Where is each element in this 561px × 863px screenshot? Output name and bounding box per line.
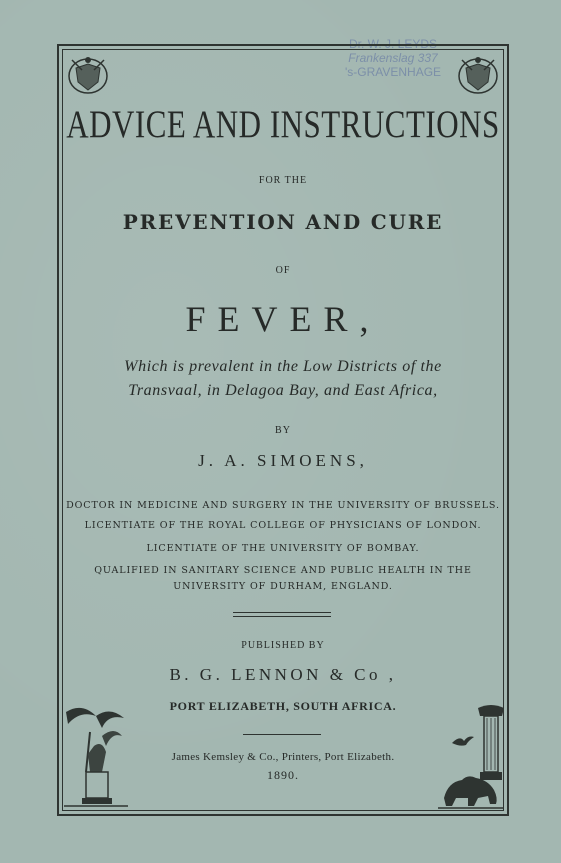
published-by-label: PUBLISHED BY <box>241 640 325 651</box>
description-line-1: Which is prevalent in the Low Districts of the <box>124 358 442 375</box>
credential-line: LICENTIATE OF THE ROYAL COLLEGE OF PHYSICIANS OF LONDON. <box>84 520 482 531</box>
by-label: BY <box>275 425 291 436</box>
for-the-label: FOR THE <box>258 175 308 186</box>
author-name: J. A. SIMOENS, <box>198 451 368 470</box>
stamp-line-2: Frankenslag 337 <box>348 51 438 65</box>
publisher-name: B. G. LENNON & Co , <box>169 665 397 684</box>
palm-vase-icon <box>62 702 132 810</box>
cover-title: ADVICE AND INSTRUCTIONS <box>66 102 500 146</box>
coat-of-arms-icon <box>454 52 502 96</box>
credential-line: LICENTIATE OF THE UNIVERSITY OF BOMBAY. <box>146 543 420 554</box>
divider-rule <box>233 616 331 617</box>
lion-icon <box>438 768 504 812</box>
publication-year: 1890. <box>267 768 299 782</box>
credential-line: DOCTOR IN MEDICINE AND SURGERY IN THE UNIVERSITY OF BRUSSELS. <box>66 500 500 511</box>
stamp-line-1: Dr. W. J. LEYDS <box>348 37 438 51</box>
main-word: FEVER, <box>185 299 381 339</box>
description-line-2: Transvaal, in Delagoa Bay, and East Africa, <box>128 382 438 399</box>
cover-subtitle: PREVENTION AND CURE <box>122 210 444 234</box>
printer-line: James Kemsley & Co., Printers, Port Elizabeth. <box>171 751 395 763</box>
publisher-place: PORT ELIZABETH, SOUTH AFRICA. <box>169 699 397 713</box>
credential-line: QUALIFIED IN SANITARY SCIENCE AND PUBLIC HEALTH IN THE <box>94 565 472 576</box>
bird-icon <box>450 733 476 749</box>
credential-line: UNIVERSITY OF DURHAM, ENGLAND. <box>173 581 393 592</box>
of-label: OF <box>275 265 291 276</box>
stamp-line-3: 's-GRAVENHAGE <box>344 65 442 79</box>
divider-rule <box>233 612 331 613</box>
coat-of-arms-icon <box>64 52 112 96</box>
divider-rule <box>243 734 321 735</box>
